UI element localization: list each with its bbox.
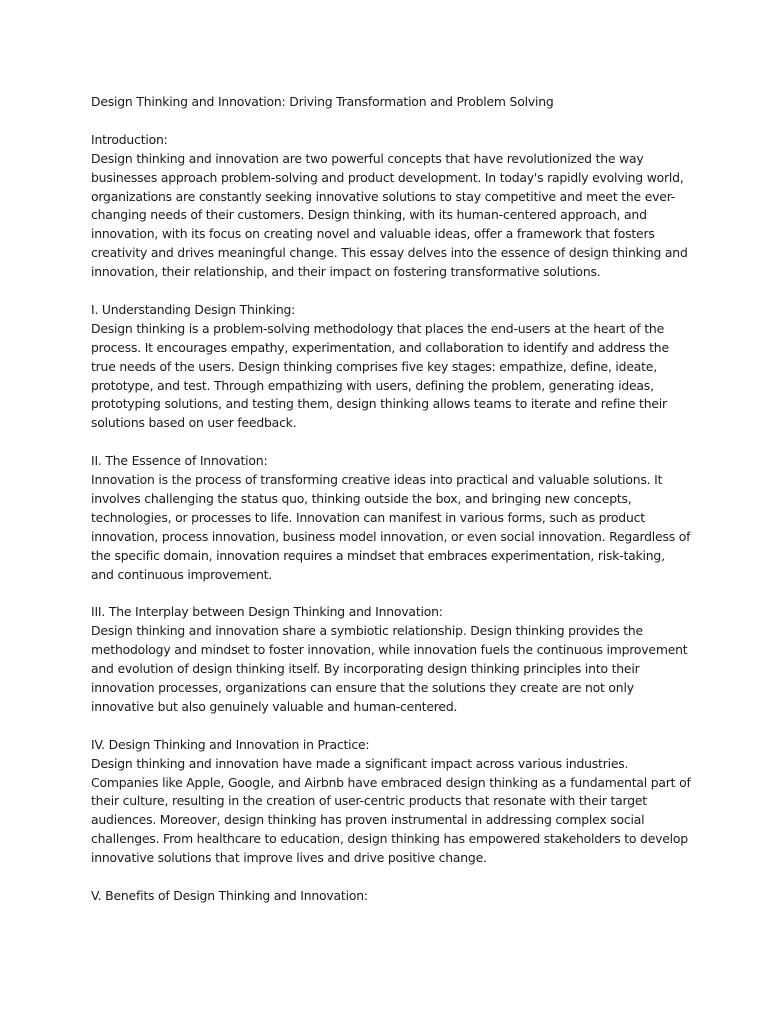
document-content [91, 93, 691, 925]
section-in-practice [91, 736, 691, 868]
document-title: Design Thinking and Innovation: Driving Transformation and Problem Solving [91, 94, 554, 109]
section-understanding-design-thinking [91, 301, 691, 433]
section-introduction [91, 131, 691, 282]
section-heading: Introduction: [91, 131, 168, 147]
section-heading: III. The Interplay between Design Thinking and Innovation: [91, 604, 443, 620]
section-interplay [91, 603, 691, 716]
section-heading: I. Understanding Design Thinking: [91, 301, 296, 317]
section-essence-of-innovation [91, 452, 691, 584]
section-body: Design thinking and innovation are two powerful concepts that have revolutionized the way businesses approach problem-solving and product development. In today's rapidly evolving world, organizations are constantly seeking innovative solutions to stay competitive and meet the ever-changing needs of their customers. Design thinking, with its human-centered approach, and innovation, with its focus on creating novel and valuable ideas, offer a framework that fosters creativity and drives meaningful change. This essay delves into the essence of design thinking and innovation, their relationship, and their impact on fostering transformative solutions. [91, 150, 688, 280]
section-heading: V. Benefits of Design Thinking and Innovation: [91, 887, 368, 903]
section-benefits [91, 887, 691, 906]
section-body: Design thinking and innovation have made a significant impact across various industries. Companies like Apple, Google, and Airbnb have embraced design thinking as a fundamental part of their culture, resulting in the creation of user-centric products that resonate with their target audiences. Moreover, design thinking has proven instrumental in addressing complex social challenges. From healthcare to education, design thinking has empowered stakeholders to develop innovative solutions that improve lives and drive positive change. [91, 755, 691, 866]
section-body: Innovation is the process of transforming creative ideas into practical and valuable solutions. It involves challenging the status quo, thinking outside the box, and bringing new concepts, technologies, or processes to life. Innovation can manifest in various forms, such as product innovation, process innovation, business model innovation, or even social innovation. Regardless of the specific domain, innovation requires a mindset that embraces experimentation, risk-taking, and continuous improvement. [91, 472, 691, 582]
section-body: Design thinking is a problem-solving methodology that places the end-users at the heart of the process. It encourages empathy, experimentation, and collaboration to identify and address the true needs of the users. Design thinking comprises five key stages: empathize, define, ideate, prototype, and test. Through empathizing with users, defining the problem, generating ideas, prototyping solutions, and testing them, design thinking allows teams to iterate and refine their solutions based on user feedback. [91, 320, 669, 431]
section-heading: IV. Design Thinking and Innovation in Practice: [91, 736, 370, 752]
section-heading: II. The Essence of Innovation: [91, 453, 268, 469]
section-body: Design thinking and innovation share a symbiotic relationship. Design thinking provides the methodology and mindset to foster innovation, while innovation fuels the continuous improvement and evolution of design thinking itself. By incorporating design thinking principles into their innovation processes, organizations can ensure that the solutions they create are not only innovative but also genuinely valuable and human-centered. [91, 623, 688, 714]
